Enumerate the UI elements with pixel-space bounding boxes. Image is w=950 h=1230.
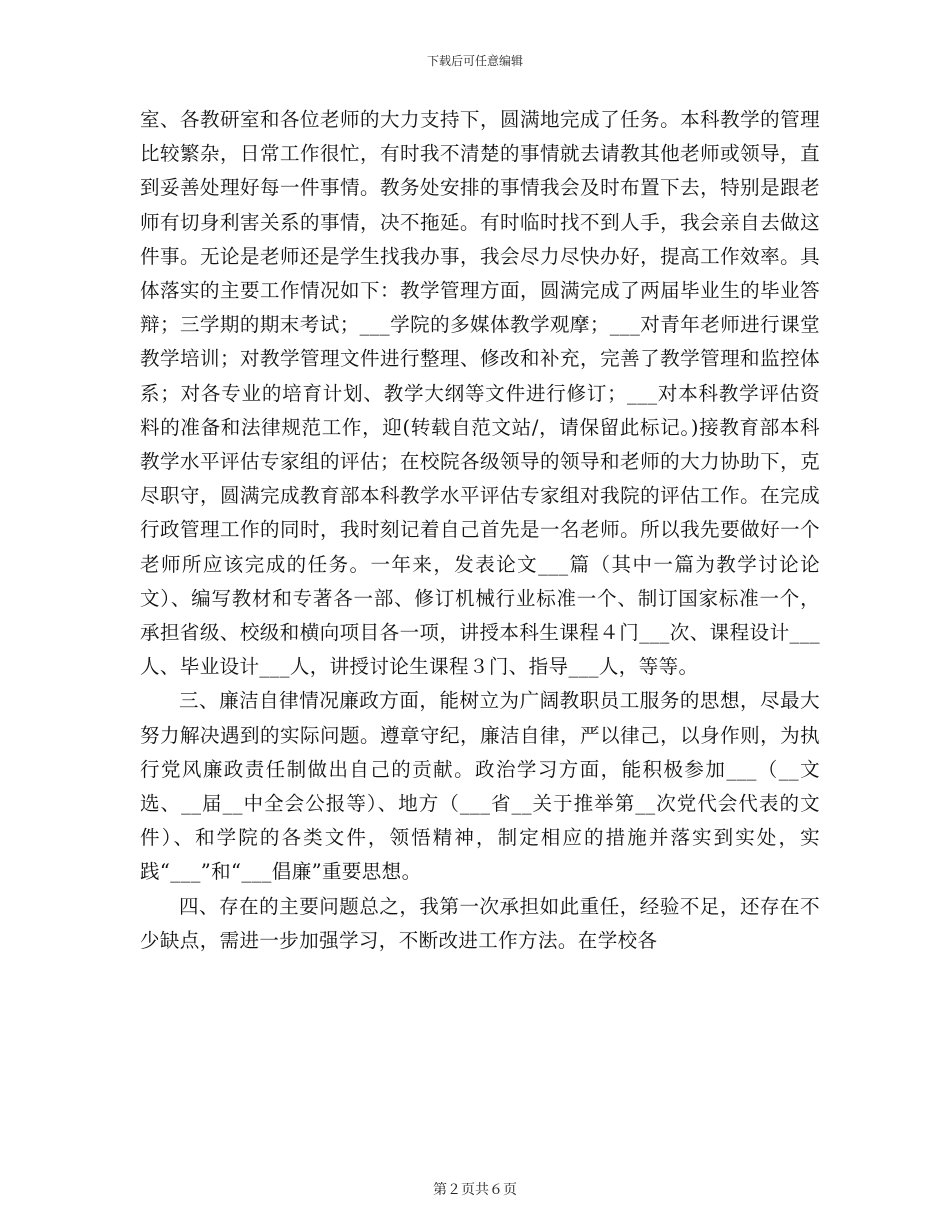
body-paragraph-1: 室、各教研室和各位老师的大力支持下，圆满地完成了任务。本科教学的管理比较繁杂，日常工作很忙，有时我不清楚的事情就去请教其他老师或领导，直到妥善处理好每一件事情。教务处安排的事情我会及时布置下去，特别是跟老师有切身利害关系的事情，决不拖延。有时临时找不到人手，我会亲自去做这件事。无论是老师还是学生找我办事，我会尽力尽快办好，提高工作效率。具体落实的主要工作情况如下：教学管理方面，圆满完成了两届毕业生的毕业答辩；三学期的期末考试；___学院的多媒体教学观摩；___对青年老师进行课堂教学培训；对教学管理文件进行整理、修改和补充，完善了教学管理和监控体系；对各专业的培育计划、教学大纲等文件进行修订；___对本科教学评估资料的准备和法律规范工作，迎(转载自范文站/，请保留此标记。)接教育部本科教学水平评估专家组的评估；在校院各级领导的领导和老师的大力协助下，克尽职守，圆满完成教育部本科教学水平评估专家组对我院的评估工作。在完成行政管理工作的同时，我时刻记着自己首先是一名老师。所以我先要做好一个老师所应该完成的任务。一年来，发表论文___篇（其中一篇为教学讨论论文）、编写教材和专著各一部、修订机械行业标准一个、制订国家标准一个，承担省级、校级和横向项目各一项，讲授本科生课程４门___次、课程设计___人、毕业设计___人，讲授讨论生课程３门、指导___人，等等。	[140, 108, 820, 679]
body-paragraph-2: 三、廉洁自律情况廉政方面，能树立为广阔教职员工服务的思想，尽最大努力解决遇到的实际问题。遵章守纪，廉洁自律，严以律己，以身作则，为执行党风廉政责任制做出自己的贡献。政治学习方面，能积极参加___（__文选、__届__中全会公报等）、地方（___省__关于推举第__次党代会代表的文件）、和学院的各类文件，领悟精神，制定相应的措施并落实到实处，实践“___”和“___倡廉”重要思想。	[140, 689, 820, 884]
page-header: 下载后可任意编辑	[426, 54, 523, 68]
document-body	[140, 103, 820, 958]
page-footer: 第２页共６页	[433, 1182, 517, 1198]
body-paragraph-3: 四、存在的主要问题总之，我第一次承担如此重任，经验不足，还存在不少缺点，需进一步加强学习，不断改进工作方法。在学校各	[140, 894, 820, 952]
